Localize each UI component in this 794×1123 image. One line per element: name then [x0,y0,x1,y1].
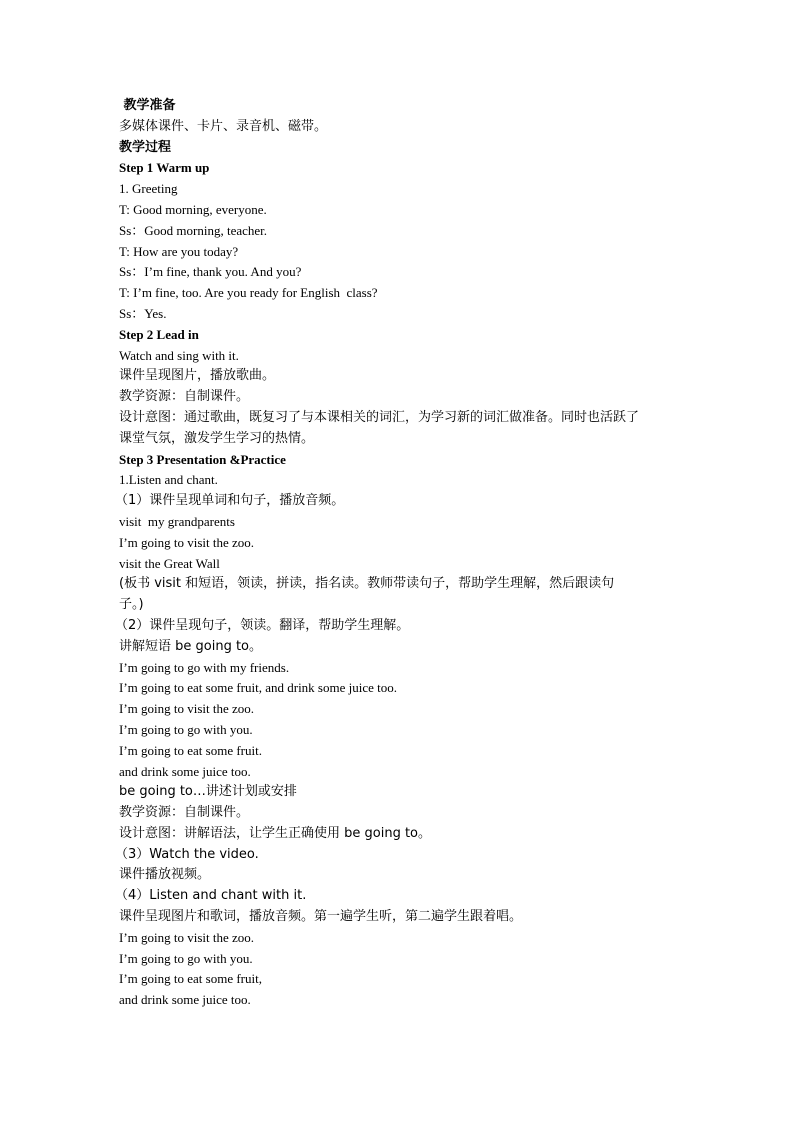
text-line: （3）Watch the video. [115,846,259,862]
text-line: 教学资源：自制课件。 [119,389,250,405]
text-line: Ss：I’m fine, thank you. And you? [119,264,302,280]
text-line: 设计意图：通过歌曲，既复习了与本课相关的词汇，为学习新的词汇做准备。同时也活跃了 [119,409,640,425]
section-heading-preparation: 教学准备 [119,98,176,113]
text-line: 课件呈现图片，播放歌曲。 [119,368,276,384]
step-heading-1: Step 1 Warm up [119,160,210,176]
text-line: visit the Great Wall [119,555,220,571]
section-heading-process: 教学过程 [119,139,172,155]
text-line: I’m going to go with you. [119,721,253,737]
text-line: and drink some juice too. [119,992,251,1008]
text-line: 课堂气氛，激发学生学习的热情。 [119,430,315,446]
text-line: I’m going to visit the zoo. [119,701,255,717]
text-line: visit my grandparents [119,513,235,529]
text-line: 1.Listen and chant. [119,472,218,488]
text-line: （4）Listen and chant with it. [115,888,307,904]
text-line: I’m going to go with my friends. [119,659,290,675]
text-line: 课件播放视频。 [119,867,211,883]
text-line: Ss：Good morning, teacher. [119,222,268,238]
text-line: I’m going to visit the zoo. [119,534,255,550]
text-line: (板书 visit 和短语，领读，拼读，指名读。教师带读句子，帮助学生理解，然后跟读句 [119,576,615,592]
text-line: 设计意图：讲解语法，让学生正确使用 be going to。 [119,825,432,841]
text-line: 多媒体课件、卡片、录音机、磁带。 [119,118,328,134]
text-line: 课件呈现图片和歌词，播放音频。第一遍学生听，第二遍学生跟着唱。 [119,909,523,925]
text-line: Ss：Yes. [119,305,167,321]
text-line: 1. Greeting [119,181,178,197]
step-heading-3: Step 3 Presentation &Practice [119,451,286,467]
text-line: I’m going to eat some fruit. [119,742,262,758]
text-line: （1）课件呈现单词和句子，播放音频。 [115,493,345,509]
text-line: 教学资源：自制课件。 [119,805,250,821]
text-line: T: How are you today? [119,243,239,259]
text-line: T: I’m fine, too. Are you ready for English class? [119,285,378,301]
text-line: T: Good morning, everyone. [119,201,267,217]
text-line: and drink some juice too. [119,763,251,779]
text-line: I’m going to eat some fruit, [119,971,262,987]
text-line: I’m going to visit the zoo. [119,929,255,945]
text-line: I’m going to go with you. [119,950,253,966]
text-line: Watch and sing with it. [119,347,239,363]
text-line: （2）课件呈现句子，领读。翻译，帮助学生理解。 [115,617,410,633]
text-line: I’m going to eat some fruit, and drink some juice too. [119,680,397,696]
text-line: 讲解短语 be going to。 [119,638,263,654]
document-body [115,96,689,1011]
text-line: 子。) [119,597,144,613]
text-line: be going to…讲述计划或安排 [119,784,297,800]
step-heading-2: Step 2 Lead in [119,326,199,342]
